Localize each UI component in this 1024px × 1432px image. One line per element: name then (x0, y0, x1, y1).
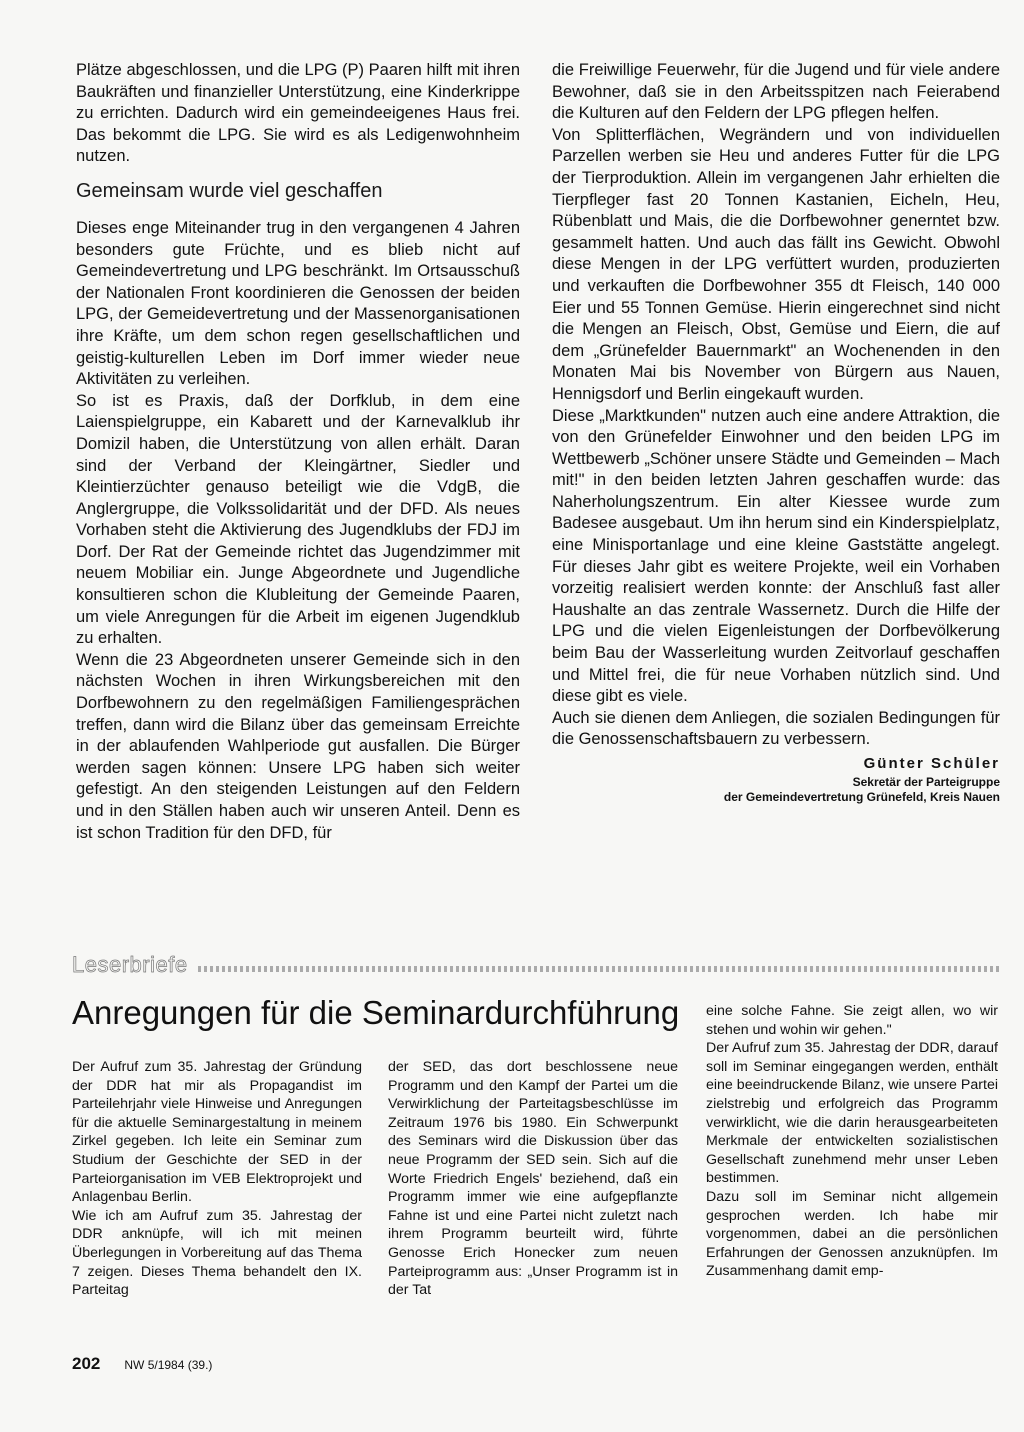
paragraph: Der Aufruf zum 35. Jahrestag der DDR, darauf soll im Seminar eingegangen werden, enthält eine beeindruckende Bilanz, wie unsere Partei zielstrebig und erfolgreich das Programm verwirklicht, wie die darin herausgearbeiteten Merkmale der entwickelten sozialistischen Gesellschaft zunehmend mehr unser Leben bestimmen. (706, 1040, 998, 1187)
author-name: Günter Schüler (863, 755, 1000, 772)
section-label: Leserbriefe (72, 952, 188, 977)
author-affiliation: der Gemeindevertretung Grünefeld, Kreis Nauen (723, 789, 1000, 804)
paragraph: Wie ich am Aufruf zum 35. Jahrestag der DDR anknüpfe, will ich mit meinen Überlegungen in Vorbereitung auf das Thema 7 zeigen. Dieses Thema behandelt den IX. Parteitag (72, 1207, 362, 1299)
paragraph: der SED, das dort beschlossene neue Programm und den Kampf der Partei um die Verwirklichung der Parteitagsbeschlüsse im Zeitraum 1976 bis 1980. Ein Schwerpunkt des Seminars wird die Diskussion über das neue Programm der SED sein. Sich auf die Worte Friedrich Engels' beziehend, daß ein Programm immer wie eine aufgepflanzte Fahne ist und eine Partei nicht zuletzt nach ihrem Programm beurteilt wird, führte Genosse Erich Honecker zum neuen Parteiprogramm aus: „Unser Programm ist in der Tat (388, 1059, 678, 1299)
lower-column-1 (72, 1058, 362, 1300)
paragraph: die Freiwillige Feuerwehr, für die Jugend und für viele andere Bewohner, daß sie in den Arbeitsspitzen nach Feierabend die Kulturen auf den Feldern der LPG pflegen helfen. (552, 61, 1000, 123)
section-heading: Gemeinsam wurde viel geschaffen (76, 179, 383, 202)
paragraph: Wenn die 23 Abgeordneten unserer Gemeinde sich in den nächsten Wochen in ihren Wirkungsbereichen mit den Dorfbewohnern zu den regelmäßigen Familiengesprächen treffen, dann wird die Bilanz über das gemeinsam Erreichte in der ablaufenden Wahlperiode gut ausfallen. Die Bürger werden sagen können: Unsere LPG haben sich weiter gefestigt. An den steigenden Leistungen auf den Feldern und in den Ställen haben auch wir unseren Anteil. Denn es ist schon Tradition für den DFD, für (76, 650, 520, 842)
paragraph: So ist es Praxis, daß der Dorfklub, in dem eine Laienspielgruppe, ein Kabarett und der Karnevalklub ihr Domizil haben, die Unterstützung von allen erhält. Daran sind der Verband der Kleingärtner, Siedler und Kleintierzüchter genauso beteiligt wie die VdgB, die Anglergruppe, die Volkssolidarität und der DFD. Als neues Vorhaben steht die Aktivierung des Jugendklubs der FDJ im Dorf. Der Rat der Gemeinde richtet das Jugendzimmer mit neuem Mobiliar ein. Junge Abgeordnete und Jugendliche konsultieren schon die Klubleitung der Gemeinde Paaren, um viele Anregungen für die Arbeit im eigenen Jugendklub zu erhalten. (76, 391, 520, 648)
paragraph: eine solche Fahne. Sie zeigt allen, wo wir stehen und wohin wir gehen." (706, 1003, 998, 1038)
paragraph: Auch sie dienen dem Anliegen, die sozialen Bedingungen für die Genossenschaftsbauern zu verbessern. (552, 708, 1000, 749)
paragraph: Dieses enge Miteinander trug in den vergangenen 4 Jahren besonders gute Früchte, und es blieb nicht auf Gemeindevertretung und LPG beschränkt. Im Ortsausschuß der Nationalen Front koordinieren die Genossen der beiden LPG, der Gemeidevertretung und der Massenorganisationen ihre Kräfte, um dem schon regen gesellschaftlichen und geistig-kulturellen Leben im Dorf immer wieder neue Aktivitäten zu verleihen. (76, 218, 520, 389)
page-number: 202 (72, 1354, 101, 1373)
paragraph: Von Splitterflächen, Wegrändern und von individuellen Parzellen werben sie Heu und anderes Futter für die LPG der Tierproduktion. Allein im vergangenen Jahr erhielten die Tierpfleger fast 20 Tonnen Kastanien, Eicheln, Heu, Rübenblatt und Mais, die die Dorfbewohner generntet bzw. gesammelt hatten. Und auch das fällt ins Gewicht. Obwohl diese Mengen in der LPG verfüttert wurden, produzierten und verkauften die Dorfbewohner 355 dt Fleisch, 140 000 Eier und 55 Tonnen Gemüse. Hierin eingerechnet sind nicht die Mengen an Fleisch, Obst, Gemüse und Eiern, die auf dem „Grünefelder Bauernmarkt" an Wochenenden in den Monaten Mai bis November von Bürgern aus Nauen, Hennigsdorf und Berlin eingekauft wurden. (552, 125, 1000, 403)
author-signature (552, 753, 1000, 805)
section-divider (198, 966, 1002, 972)
paragraph: Dazu soll im Seminar nicht allgemein gesprochen werden. Ich habe mir vorgenommen, dabei an die persönlichen Erfahrungen der Genossen anzuknüpfen. Im Zusammenhang damit emp- (706, 1188, 998, 1280)
issue-reference: NW 5/1984 (39.) (124, 1358, 213, 1372)
section-band (72, 950, 1002, 980)
author-role: Sekretär der Parteigruppe (852, 774, 1000, 789)
paragraph: Plätze abgeschlossen, und die LPG (P) Paaren hilft mit ihren Baukräften und finanzieller Unterstützung, eine Kinderkrippe zu errichten. Dadurch wird ein gemeindeeigenes Haus frei. Das bekommt die LPG. Sie wird es als Ledigenwohnheim nutzen. (76, 61, 520, 166)
lower-column-2 (388, 1058, 678, 1300)
page-footer (72, 1354, 472, 1374)
upper-left-column (76, 60, 520, 844)
article-title: Anregungen für die Seminardurchführung (72, 994, 680, 1031)
lower-column-3 (706, 1002, 998, 1281)
paragraph: Der Aufruf zum 35. Jahrestag der Gründung der DDR hat mir als Propagandist im Parteilehrjahr viele Hinweise und Anregungen für die aktuelle Seminargestaltung in meinem Zirkel gegeben. Ich leite ein Seminar zum Studium der Geschichte der SED in der Parteiorganisation im VEB Elektroprojekt und Anlagenbau Berlin. (72, 1059, 362, 1206)
paragraph: Diese „Marktkunden" nutzen auch eine andere Attraktion, die von den Grünefelder Einwohner und den beiden LPG im Wettbewerb „Schöner unsere Städte und Gemeinden – Mach mit!" in den beiden letzten Jahren geschaffen wurde: das Naherholungszentrum. Ein alter Kiessee wurde zum Badesee ausgebaut. Um ihn herum sind ein Kinderspielplatz, eine Minisportanlage und eine kleine Gaststätte angelegt. Für dieses Jahr gibt es weitere Projekte, weil ein Vorhaben vorzeitig realisiert werden konnte: der Anschluß fast aller Haushalte an das zentrale Wassernetz. Durch die Hilfe der LPG und die vielen Eigenleistungen der Dorfbevölkerung beim Bau der Wasserleitung wurden Zeitvorlauf geschaffen und Mittel frei, die für neue Vorhaben nützlich sind. Und diese gibt es viele. (552, 406, 1000, 706)
upper-right-column (552, 60, 1000, 805)
